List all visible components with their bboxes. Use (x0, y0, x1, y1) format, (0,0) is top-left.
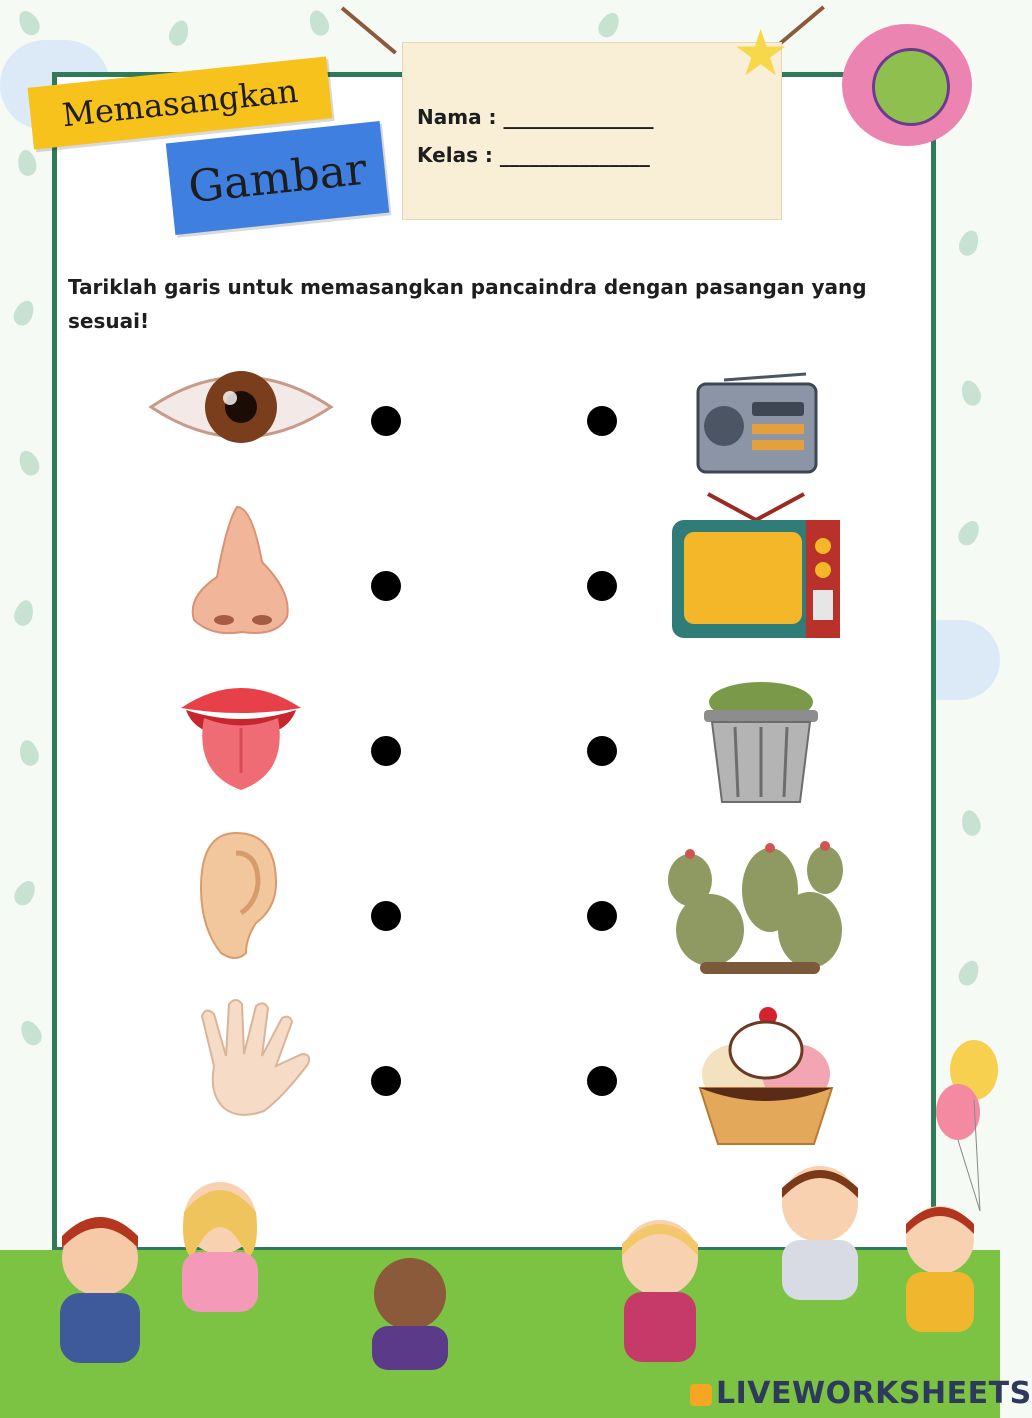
class-label: Kelas : (417, 143, 493, 167)
liveworksheets-logo-icon (690, 1384, 712, 1406)
nose-icon (182, 502, 302, 638)
match-dot-left-5[interactable] (371, 1066, 401, 1096)
trash-can-icon (700, 672, 822, 812)
ice-cream-icon (696, 996, 836, 1148)
name-label: Nama : (417, 105, 497, 129)
name-row (417, 105, 654, 129)
leaf-decoration (15, 447, 42, 478)
leaf-decoration (10, 297, 37, 328)
match-dot-right-2[interactable] (587, 571, 617, 601)
ear-icon (196, 828, 280, 962)
universe-pedia-logo (842, 24, 972, 146)
match-dot-right-1[interactable] (587, 406, 617, 436)
title-memasangkan: Memasangkan (28, 56, 333, 149)
class-row (417, 143, 650, 167)
match-dot-right-5[interactable] (587, 1066, 617, 1096)
logo-emblem-icon (872, 48, 950, 126)
leaf-decoration (11, 877, 40, 909)
star-icon: ★ (732, 17, 790, 91)
leaf-decoration (595, 9, 624, 41)
cactus-icon (660, 820, 852, 978)
leaf-decoration (955, 957, 982, 988)
leaf-decoration (166, 18, 192, 49)
leaf-decoration (958, 378, 984, 409)
match-dot-right-4[interactable] (587, 901, 617, 931)
rope-left (341, 6, 397, 54)
leaf-decoration (17, 738, 41, 768)
children-illustration (20, 1148, 980, 1370)
class-field[interactable]: _______________ (499, 143, 650, 167)
radio-icon (694, 366, 820, 478)
name-class-banner (402, 42, 782, 220)
hand-icon (184, 996, 318, 1120)
eye-icon (146, 362, 336, 452)
leaf-decoration (12, 598, 36, 628)
leaf-decoration (955, 517, 984, 549)
match-dot-left-1[interactable] (371, 406, 401, 436)
match-dot-left-2[interactable] (371, 571, 401, 601)
match-dot-left-4[interactable] (371, 901, 401, 931)
title-gambar: Gambar (166, 121, 389, 235)
tongue-icon (176, 678, 306, 794)
tv-icon (668, 490, 844, 654)
match-dot-right-3[interactable] (587, 736, 617, 766)
leaf-decoration (956, 228, 982, 259)
leaf-decoration (15, 7, 44, 39)
name-field[interactable]: _______________ (503, 105, 654, 129)
leaf-decoration (959, 808, 983, 838)
leaf-decoration (306, 8, 332, 39)
brand-text: LIVEWORKSHEETS (716, 1376, 1032, 1411)
match-dot-left-3[interactable] (371, 736, 401, 766)
instruction-text: Tariklah garis untuk memasangkan pancaindra dengan pasangan yang sesuai! (68, 275, 867, 333)
leaf-decoration (16, 149, 38, 178)
leaf-decoration (17, 1017, 46, 1049)
liveworksheets-brand (690, 1376, 1032, 1411)
